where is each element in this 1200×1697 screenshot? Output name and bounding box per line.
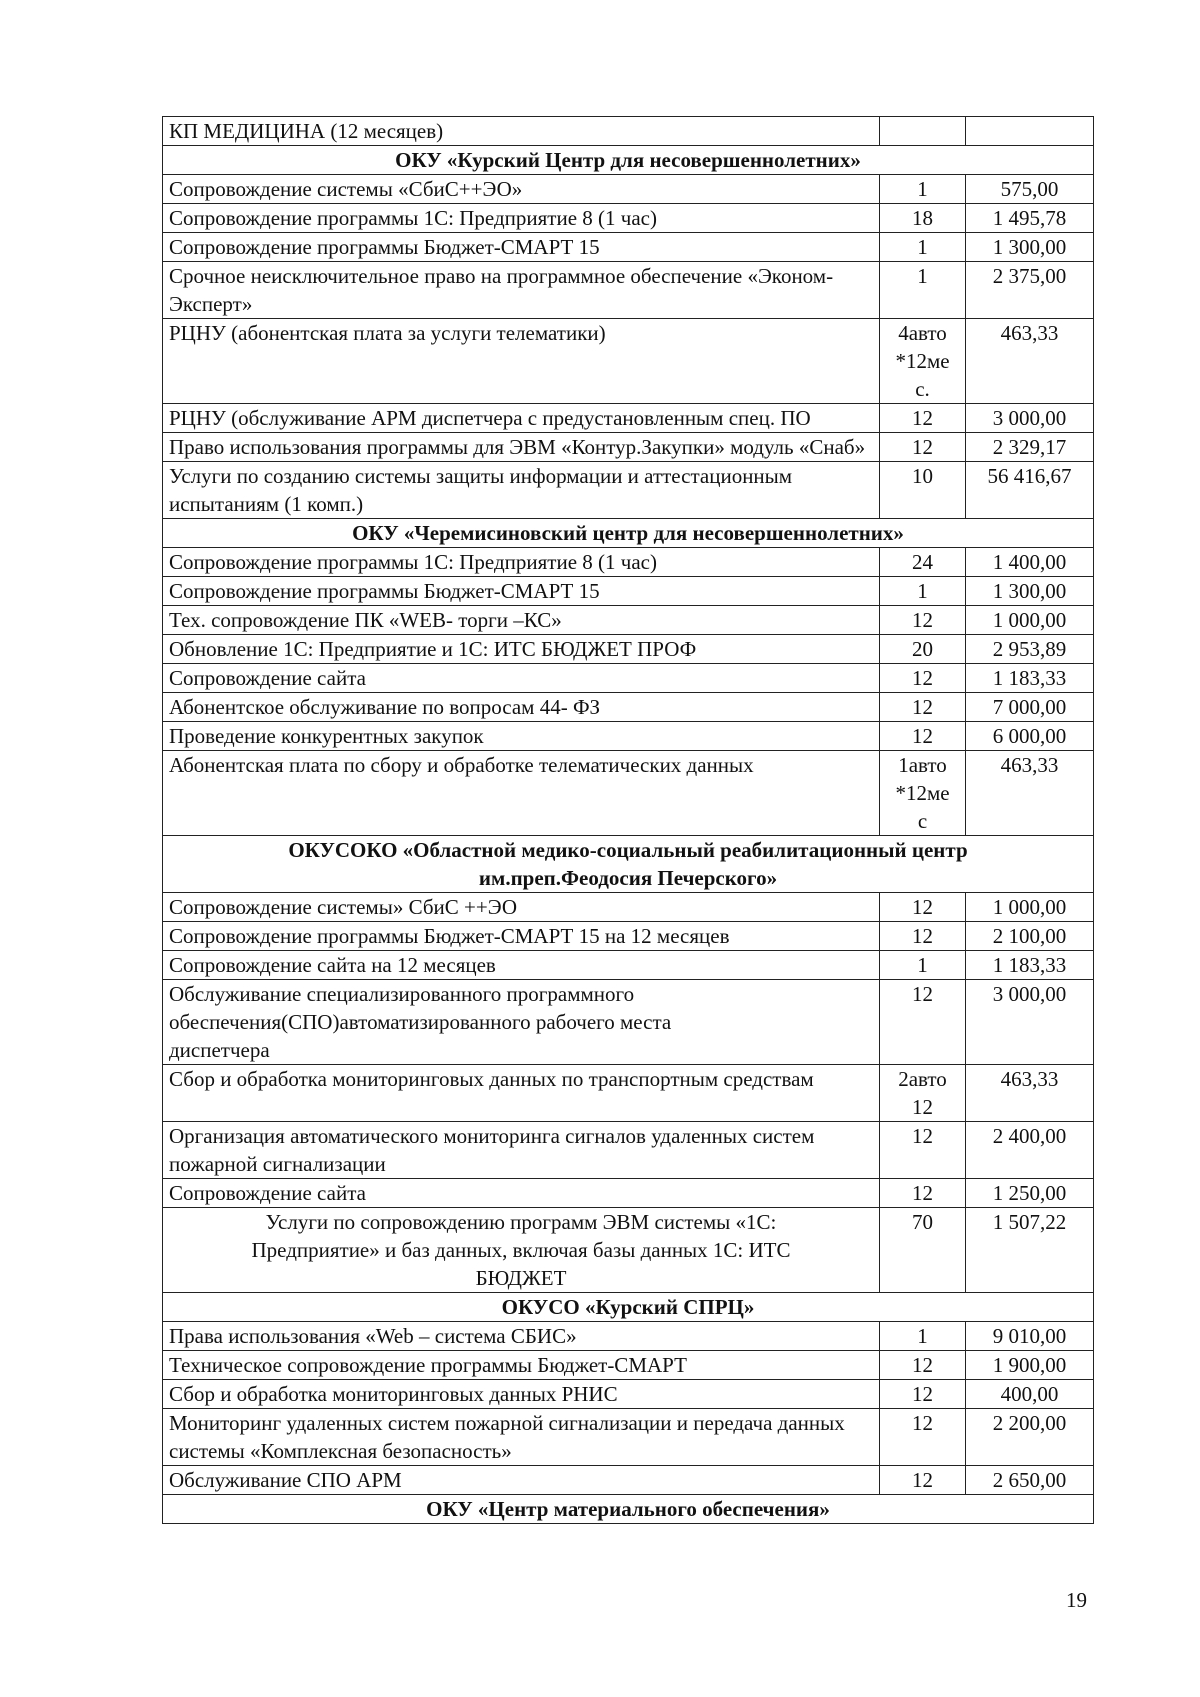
- service-name-cell: Мониторинг удаленных систем пожарной сигнализации и передача данных системы «Комплексная безопасность»: [163, 1409, 880, 1466]
- service-name-cell: РЦНУ (обслуживание АРМ диспетчера с предустановленным спец. ПО: [163, 404, 880, 433]
- service-name-cell: Сопровождение программы Бюджет-СМАРТ 15 на 12 месяцев: [163, 922, 880, 951]
- price-cell: 56 416,67: [966, 462, 1094, 519]
- price-cell: [966, 117, 1094, 146]
- table-row: [163, 664, 1094, 693]
- price-cell: 7 000,00: [966, 693, 1094, 722]
- quantity-cell: 1авто *12ме с: [880, 751, 966, 836]
- price-cell: 1 183,33: [966, 951, 1094, 980]
- service-name-cell: Обслуживание специализированного программного обеспечения(СПО)автоматизированного рабочего места диспетчера: [163, 980, 880, 1065]
- price-cell: 3 000,00: [966, 980, 1094, 1065]
- table-row: [163, 1380, 1094, 1409]
- quantity-cell: 20: [880, 635, 966, 664]
- table-row: [163, 262, 1094, 319]
- service-name-cell: Сопровождение программы 1С: Предприятие 8 (1 час): [163, 204, 880, 233]
- table-row: [163, 1466, 1094, 1495]
- quantity-cell: 1: [880, 951, 966, 980]
- service-name-cell: Обновление 1С: Предприятие и 1С: ИТС БЮДЖЕТ ПРОФ: [163, 635, 880, 664]
- price-cell: 2 200,00: [966, 1409, 1094, 1466]
- price-cell: 400,00: [966, 1380, 1094, 1409]
- table-row: [163, 433, 1094, 462]
- table-row: [163, 1351, 1094, 1380]
- service-name-cell: Права использования «Web – система СБИС»: [163, 1322, 880, 1351]
- quantity-cell: 12: [880, 664, 966, 693]
- table-row: [163, 722, 1094, 751]
- price-cell: 463,33: [966, 1065, 1094, 1122]
- quantity-cell: 12: [880, 1179, 966, 1208]
- service-name-cell: КП МЕДИЦИНА (12 месяцев): [163, 117, 880, 146]
- service-name-cell: Абонентское обслуживание по вопросам 44- ФЗ: [163, 693, 880, 722]
- table-row: [163, 893, 1094, 922]
- service-name-cell: РЦНУ (абонентская плата за услуги телематики): [163, 319, 880, 404]
- table-row: [163, 1322, 1094, 1351]
- table-row: [163, 462, 1094, 519]
- table-row: [163, 1179, 1094, 1208]
- price-cell: 2 375,00: [966, 262, 1094, 319]
- service-name-cell: Сопровождение системы «СбиС++ЭО»: [163, 175, 880, 204]
- quantity-cell: 12: [880, 722, 966, 751]
- quantity-cell: [880, 117, 966, 146]
- price-cell: 2 650,00: [966, 1466, 1094, 1495]
- quantity-cell: 12: [880, 922, 966, 951]
- section-header-row: [163, 836, 1094, 893]
- table-row: [163, 751, 1094, 836]
- section-header-row: [163, 1495, 1094, 1524]
- table-body: [163, 117, 1094, 1524]
- service-name-cell: Право использования программы для ЭВМ «Контур.Закупки» модуль «Снаб»: [163, 433, 880, 462]
- quantity-cell: 1: [880, 262, 966, 319]
- price-cell: 1 250,00: [966, 1179, 1094, 1208]
- price-cell: 1 495,78: [966, 204, 1094, 233]
- price-cell: 3 000,00: [966, 404, 1094, 433]
- table-row: [163, 1409, 1094, 1466]
- service-name-cell: Абонентская плата по сбору и обработке телематических данных: [163, 751, 880, 836]
- service-name-cell: Обслуживание СПО АРМ: [163, 1466, 880, 1495]
- quantity-cell: 1: [880, 577, 966, 606]
- section-title: ОКУ «Черемисиновский центр для несовершеннолетних»: [163, 519, 1094, 548]
- quantity-cell: 1: [880, 1322, 966, 1351]
- service-name-cell: Сбор и обработка мониторинговых данных РНИС: [163, 1380, 880, 1409]
- section-title: ОКУ «Курский Центр для несовершеннолетних»: [163, 146, 1094, 175]
- service-name-cell: Услуги по сопровождению программ ЭВМ системы «1С: Предприятие» и баз данных, включая базы данных 1С: ИТС БЮДЖЕТ: [163, 1208, 880, 1293]
- page-number: 19: [1066, 1588, 1087, 1612]
- service-name-cell: Сопровождение программы Бюджет-СМАРТ 15: [163, 233, 880, 262]
- price-cell: 1 400,00: [966, 548, 1094, 577]
- quantity-cell: 10: [880, 462, 966, 519]
- quantity-cell: 12: [880, 980, 966, 1065]
- price-cell: 2 329,17: [966, 433, 1094, 462]
- price-cell: 1 507,22: [966, 1208, 1094, 1293]
- service-name-cell: Сопровождение программы Бюджет-СМАРТ 15: [163, 577, 880, 606]
- price-cell: 6 000,00: [966, 722, 1094, 751]
- table-row: [163, 577, 1094, 606]
- table-row: [163, 1122, 1094, 1179]
- service-name-cell: Сопровождение сайта: [163, 1179, 880, 1208]
- quantity-cell: 12: [880, 1351, 966, 1380]
- table-row: [163, 693, 1094, 722]
- table-row: [163, 548, 1094, 577]
- service-name-cell: Тех. сопровождение ПК «WEB- торги –КС»: [163, 606, 880, 635]
- quantity-cell: 12: [880, 433, 966, 462]
- quantity-cell: 12: [880, 606, 966, 635]
- price-cell: 463,33: [966, 751, 1094, 836]
- table-row: [163, 117, 1094, 146]
- section-header-row: [163, 519, 1094, 548]
- price-cell: 575,00: [966, 175, 1094, 204]
- price-cell: 1 300,00: [966, 233, 1094, 262]
- table-row: [163, 951, 1094, 980]
- service-name-cell: Сопровождение системы» СбиС ++ЭО: [163, 893, 880, 922]
- quantity-cell: 70: [880, 1208, 966, 1293]
- section-title: ОКУСО «Курский СПРЦ»: [163, 1293, 1094, 1322]
- service-name-cell: Сбор и обработка мониторинговых данных по транспортным средствам: [163, 1065, 880, 1122]
- quantity-cell: 2авто 12: [880, 1065, 966, 1122]
- table-row: [163, 404, 1094, 433]
- section-header-row: [163, 1293, 1094, 1322]
- quantity-cell: 12: [880, 1122, 966, 1179]
- service-name-cell: Срочное неисключительное право на программное обеспечение «Эконом-Эксперт»: [163, 262, 880, 319]
- price-cell: 463,33: [966, 319, 1094, 404]
- service-name-cell: Организация автоматического мониторинга сигналов удаленных систем пожарной сигнализации: [163, 1122, 880, 1179]
- price-cell: 9 010,00: [966, 1322, 1094, 1351]
- table-row: [163, 635, 1094, 664]
- price-cell: 2 400,00: [966, 1122, 1094, 1179]
- services-price-table: [162, 116, 1094, 1524]
- section-header-row: [163, 146, 1094, 175]
- price-cell: 1 300,00: [966, 577, 1094, 606]
- service-name-cell: Сопровождение программы 1С: Предприятие 8 (1 час): [163, 548, 880, 577]
- price-cell: 1 000,00: [966, 606, 1094, 635]
- price-cell: 1 183,33: [966, 664, 1094, 693]
- quantity-cell: 18: [880, 204, 966, 233]
- quantity-cell: 12: [880, 1466, 966, 1495]
- price-cell: 2 953,89: [966, 635, 1094, 664]
- quantity-cell: 1: [880, 175, 966, 204]
- table-row: [163, 175, 1094, 204]
- quantity-cell: 1: [880, 233, 966, 262]
- table-row: [163, 233, 1094, 262]
- service-name-cell: Услуги по созданию системы защиты информации и аттестационным испытаниям (1 комп.): [163, 462, 880, 519]
- price-cell: 2 100,00: [966, 922, 1094, 951]
- section-title: ОКУСОКО «Областной медико-социальный реабилитационный центр им.преп.Феодосия Печерского»: [163, 836, 1094, 893]
- service-name-cell: Проведение конкурентных закупок: [163, 722, 880, 751]
- quantity-cell: 4авто *12ме с.: [880, 319, 966, 404]
- quantity-cell: 12: [880, 893, 966, 922]
- quantity-cell: 12: [880, 693, 966, 722]
- price-cell: 1 900,00: [966, 1351, 1094, 1380]
- service-name-cell: Техническое сопровождение программы Бюджет-СМАРТ: [163, 1351, 880, 1380]
- document-page: [162, 116, 1093, 1524]
- table-row: [163, 1065, 1094, 1122]
- table-row: [163, 980, 1094, 1065]
- quantity-cell: 24: [880, 548, 966, 577]
- price-cell: 1 000,00: [966, 893, 1094, 922]
- quantity-cell: 12: [880, 1409, 966, 1466]
- section-title: ОКУ «Центр материального обеспечения»: [163, 1495, 1094, 1524]
- table-row: [163, 922, 1094, 951]
- quantity-cell: 12: [880, 404, 966, 433]
- table-row: [163, 606, 1094, 635]
- table-row: [163, 204, 1094, 233]
- table-row: [163, 319, 1094, 404]
- table-row: [163, 1208, 1094, 1293]
- service-name-cell: Сопровождение сайта на 12 месяцев: [163, 951, 880, 980]
- service-name-cell: Сопровождение сайта: [163, 664, 880, 693]
- quantity-cell: 12: [880, 1380, 966, 1409]
